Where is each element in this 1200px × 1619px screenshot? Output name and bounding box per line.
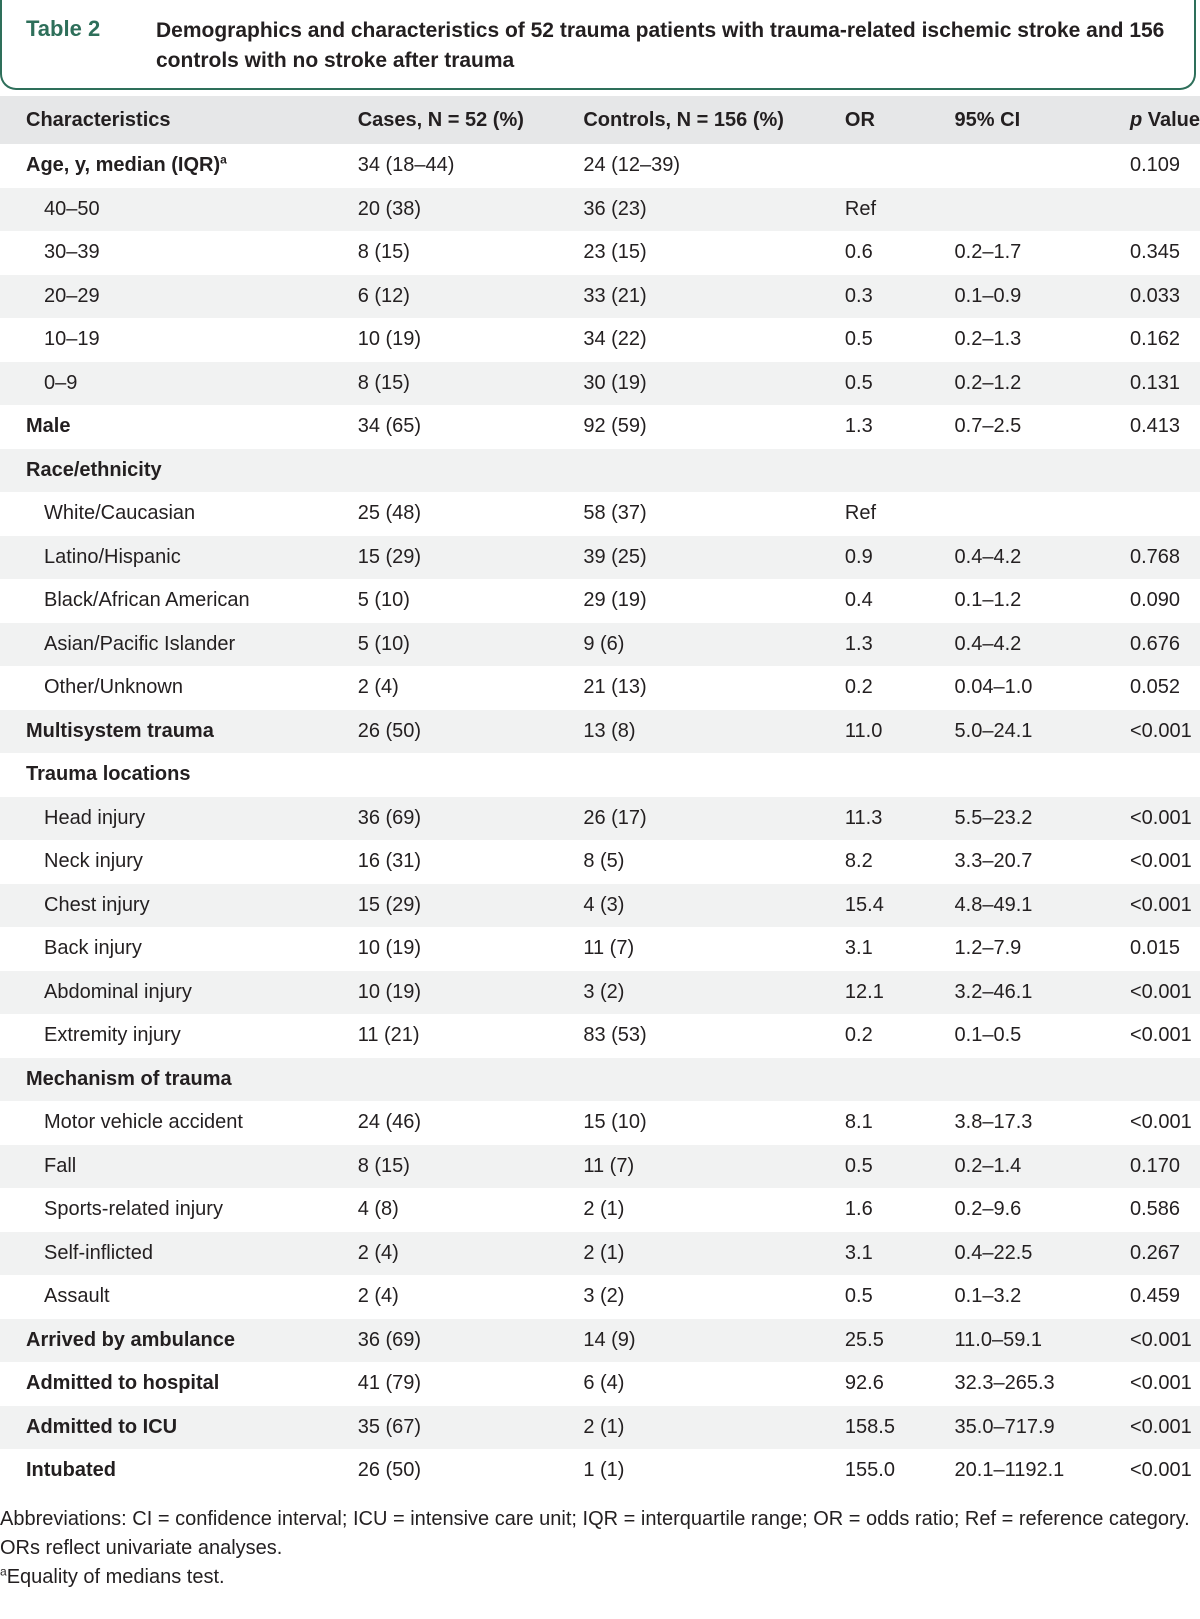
cell-characteristic [0, 1275, 358, 1319]
characteristic-label: Chest injury [44, 893, 150, 916]
cell-controls: 11 (7) [583, 1145, 845, 1189]
cell-controls: 8 (5) [583, 840, 845, 884]
cell-p-value: 0.170 [1130, 1145, 1200, 1189]
cell-cases: 11 (21) [358, 1014, 584, 1058]
cell-controls: 34 (22) [583, 318, 845, 362]
cell-or: 8.2 [845, 840, 955, 884]
footnote-marker: a [220, 152, 227, 167]
characteristic-label: Self-inflicted [44, 1241, 153, 1264]
cell-or: 155.0 [845, 1449, 955, 1493]
cell-p-value: 0.459 [1130, 1275, 1200, 1319]
cell-cases: 8 (15) [358, 362, 584, 406]
cell-ci: 20.1–1192.1 [955, 1449, 1130, 1493]
cell-cases: 35 (67) [358, 1406, 584, 1450]
cell-controls: 26 (17) [583, 797, 845, 841]
table-caption [0, 0, 1196, 90]
footnote-a-text: Equality of medians test. [6, 1566, 225, 1588]
cell-or: 0.4 [845, 579, 955, 623]
table-row [0, 362, 1200, 406]
cell-controls [583, 1058, 845, 1102]
cell-cases [358, 449, 584, 493]
cell-ci: 0.1–3.2 [955, 1275, 1130, 1319]
table-row [0, 188, 1200, 232]
footnote-abbreviations: Abbreviations: CI = confidence interval; ICU = intensive care unit; IQR = interquartile range; OR = odds ratio; Ref = reference category. [0, 1508, 1190, 1530]
cell-or: 0.9 [845, 536, 955, 580]
cell-characteristic [0, 1449, 358, 1493]
cell-ci: 11.0–59.1 [955, 1319, 1130, 1363]
table-row [0, 536, 1200, 580]
cell-controls: 30 (19) [583, 362, 845, 406]
characteristic-label: Fall [44, 1154, 77, 1177]
cell-characteristic [0, 1319, 358, 1363]
cell-controls: 39 (25) [583, 536, 845, 580]
cell-p-value: <0.001 [1130, 1406, 1200, 1450]
characteristic-label: Age, y, median (IQR) [26, 154, 221, 177]
cell-p-value: 0.586 [1130, 1188, 1200, 1232]
cell-cases [358, 753, 584, 797]
table-row [0, 1275, 1200, 1319]
cell-p-value [1130, 188, 1200, 232]
footnote-a-mark: a [0, 1564, 7, 1579]
cell-or: 11.3 [845, 797, 955, 841]
cell-cases: 15 (29) [358, 884, 584, 928]
cell-controls: 13 (8) [583, 710, 845, 754]
cell-p-value: <0.001 [1130, 840, 1200, 884]
cell-cases [358, 1058, 584, 1102]
cell-ci: 3.3–20.7 [955, 840, 1130, 884]
characteristic-label: Motor vehicle accident [44, 1111, 243, 1134]
table-row [0, 1101, 1200, 1145]
cell-characteristic [0, 1362, 358, 1406]
cell-controls: 33 (21) [583, 275, 845, 319]
cell-controls: 3 (2) [583, 971, 845, 1015]
characteristic-label: 40–50 [44, 197, 100, 220]
cell-p-value: 0.413 [1130, 405, 1200, 449]
characteristic-label: Admitted to hospital [26, 1372, 220, 1395]
cell-cases: 25 (48) [358, 492, 584, 536]
cell-or [845, 753, 955, 797]
cell-controls: 14 (9) [583, 1319, 845, 1363]
header-row [0, 96, 1200, 144]
cell-cases: 26 (50) [358, 710, 584, 754]
characteristic-label: Neck injury [44, 850, 143, 873]
cell-or: 12.1 [845, 971, 955, 1015]
cell-ci [955, 1058, 1130, 1102]
cell-ci [955, 188, 1130, 232]
table-row [0, 1058, 1200, 1102]
cell-cases: 6 (12) [358, 275, 584, 319]
cell-controls: 58 (37) [583, 492, 845, 536]
cell-characteristic [0, 797, 358, 841]
table-row [0, 318, 1200, 362]
characteristic-label: White/Caucasian [44, 502, 196, 525]
cell-characteristic [0, 1145, 358, 1189]
cell-ci [955, 449, 1130, 493]
cell-ci: 5.5–23.2 [955, 797, 1130, 841]
cell-or: 3.1 [845, 927, 955, 971]
cell-characteristic [0, 666, 358, 710]
cell-characteristic [0, 623, 358, 667]
table-row [0, 1319, 1200, 1363]
header-p-italic: p [1129, 108, 1143, 131]
cell-p-value: 0.676 [1130, 623, 1200, 667]
characteristic-label: Admitted to ICU [26, 1415, 178, 1438]
cell-ci: 0.4–22.5 [955, 1232, 1130, 1276]
cell-characteristic [0, 318, 358, 362]
cell-cases: 15 (29) [358, 536, 584, 580]
cell-ci: 0.2–1.3 [955, 318, 1130, 362]
cell-p-value: <0.001 [1130, 1014, 1200, 1058]
cell-characteristic [0, 1101, 358, 1145]
cell-controls: 2 (1) [583, 1406, 845, 1450]
cell-characteristic [0, 275, 358, 319]
cell-or: 1.3 [845, 623, 955, 667]
cell-p-value: <0.001 [1130, 1362, 1200, 1406]
cell-or: 11.0 [845, 710, 955, 754]
cell-cases: 36 (69) [358, 1319, 584, 1363]
table-row [0, 623, 1200, 667]
cell-ci: 0.7–2.5 [955, 405, 1130, 449]
cell-p-value: <0.001 [1130, 1101, 1200, 1145]
cell-cases: 34 (18–44) [358, 144, 584, 188]
cell-or: 0.2 [845, 1014, 955, 1058]
cell-cases: 2 (4) [358, 666, 584, 710]
cell-controls: 29 (19) [583, 579, 845, 623]
cell-p-value: 0.109 [1130, 144, 1200, 188]
characteristic-label: Arrived by ambulance [26, 1328, 235, 1351]
table-row [0, 1188, 1200, 1232]
characteristic-label: 0–9 [44, 371, 78, 394]
characteristic-label: Other/Unknown [44, 676, 183, 699]
cell-p-value: 0.768 [1130, 536, 1200, 580]
header-p-value [1130, 96, 1200, 144]
characteristic-label: Trauma locations [26, 763, 191, 786]
cell-characteristic [0, 579, 358, 623]
table-title: Demographics and characteristics of 52 trauma patients with trauma-related ischemic stroke and 156 controls with no stroke after trauma [156, 19, 1165, 72]
cell-cases: 8 (15) [358, 231, 584, 275]
table-row [0, 666, 1200, 710]
cell-or: 1.3 [845, 405, 955, 449]
characteristic-label: Extremity injury [44, 1024, 181, 1047]
header-ci: 95% CI [955, 96, 1130, 144]
cell-p-value: 0.131 [1130, 362, 1200, 406]
cell-controls: 4 (3) [583, 884, 845, 928]
cell-p-value: <0.001 [1130, 884, 1200, 928]
cell-controls: 9 (6) [583, 623, 845, 667]
table-row [0, 144, 1200, 188]
cell-ci: 5.0–24.1 [955, 710, 1130, 754]
cell-controls: 23 (15) [583, 231, 845, 275]
characteristic-label: Intubated [26, 1459, 116, 1482]
cell-characteristic [0, 840, 358, 884]
cell-characteristic [0, 536, 358, 580]
cell-ci [955, 144, 1130, 188]
header-cases: Cases, N = 52 (%) [358, 96, 584, 144]
table-row [0, 449, 1200, 493]
characteristic-label: 10–19 [44, 328, 100, 351]
cell-controls: 1 (1) [583, 1449, 845, 1493]
cell-p-value: <0.001 [1130, 1319, 1200, 1363]
cell-ci: 0.2–1.2 [955, 362, 1130, 406]
characteristic-label: Back injury [44, 937, 142, 960]
cell-p-value: <0.001 [1130, 710, 1200, 754]
cell-characteristic [0, 449, 358, 493]
cell-or [845, 1058, 955, 1102]
characteristic-label: 20–29 [44, 284, 100, 307]
cell-or: 3.1 [845, 1232, 955, 1276]
demographics-table [0, 96, 1200, 1493]
cell-or: 8.1 [845, 1101, 955, 1145]
cell-p-value [1130, 753, 1200, 797]
cell-ci: 0.2–1.4 [955, 1145, 1130, 1189]
cell-cases: 4 (8) [358, 1188, 584, 1232]
table-row [0, 797, 1200, 841]
cell-ci: 0.1–1.2 [955, 579, 1130, 623]
cell-or: 0.5 [845, 318, 955, 362]
cell-ci: 0.1–0.5 [955, 1014, 1130, 1058]
table-row [0, 710, 1200, 754]
cell-controls [583, 449, 845, 493]
cell-or: 25.5 [845, 1319, 955, 1363]
cell-controls: 2 (1) [583, 1188, 845, 1232]
cell-ci: 0.4–4.2 [955, 623, 1130, 667]
characteristic-label: Mechanism of trauma [26, 1067, 232, 1090]
cell-or: 0.6 [845, 231, 955, 275]
cell-controls: 3 (2) [583, 1275, 845, 1319]
cell-or: 158.5 [845, 1406, 955, 1450]
table-row [0, 971, 1200, 1015]
cell-ci: 0.1–0.9 [955, 275, 1130, 319]
cell-characteristic [0, 1058, 358, 1102]
table-row [0, 579, 1200, 623]
cell-ci: 3.2–46.1 [955, 971, 1130, 1015]
table-row [0, 275, 1200, 319]
cell-ci: 1.2–7.9 [955, 927, 1130, 971]
cell-cases: 2 (4) [358, 1232, 584, 1276]
table-row [0, 1232, 1200, 1276]
table-header [0, 96, 1200, 144]
cell-characteristic [0, 927, 358, 971]
cell-ci [955, 492, 1130, 536]
footnote-a [0, 1563, 1198, 1592]
cell-cases: 36 (69) [358, 797, 584, 841]
header-characteristics: Characteristics [0, 96, 358, 144]
cell-characteristic [0, 144, 358, 188]
characteristic-label: Black/African American [44, 589, 250, 612]
cell-p-value: 0.033 [1130, 275, 1200, 319]
cell-p-value [1130, 492, 1200, 536]
table-row [0, 1014, 1200, 1058]
cell-characteristic [0, 405, 358, 449]
cell-p-value: 0.267 [1130, 1232, 1200, 1276]
cell-or: 0.5 [845, 1275, 955, 1319]
cell-characteristic [0, 753, 358, 797]
cell-ci: 3.8–17.3 [955, 1101, 1130, 1145]
cell-controls: 2 (1) [583, 1232, 845, 1276]
table-row [0, 884, 1200, 928]
cell-controls: 36 (23) [583, 188, 845, 232]
cell-cases: 16 (31) [358, 840, 584, 884]
cell-cases: 2 (4) [358, 1275, 584, 1319]
cell-characteristic [0, 971, 358, 1015]
characteristic-label: Sports-related injury [44, 1198, 223, 1221]
table-row [0, 753, 1200, 797]
cell-controls [583, 753, 845, 797]
characteristic-label: Male [26, 415, 71, 438]
cell-or: 0.2 [845, 666, 955, 710]
table-row [0, 840, 1200, 884]
cell-cases: 10 (19) [358, 971, 584, 1015]
cell-p-value: 0.090 [1130, 579, 1200, 623]
characteristic-label: Head injury [44, 806, 146, 829]
characteristic-label: Assault [44, 1285, 110, 1308]
cell-cases: 5 (10) [358, 579, 584, 623]
cell-characteristic [0, 188, 358, 232]
table-row [0, 1145, 1200, 1189]
cell-p-value: 0.052 [1130, 666, 1200, 710]
cell-characteristic [0, 492, 358, 536]
cell-or: 0.5 [845, 362, 955, 406]
table-row [0, 927, 1200, 971]
cell-p-value: <0.001 [1130, 971, 1200, 1015]
cell-characteristic [0, 362, 358, 406]
characteristic-label: Latino/Hispanic [44, 545, 181, 568]
cell-controls: 92 (59) [583, 405, 845, 449]
table-row [0, 492, 1200, 536]
table-row [0, 231, 1200, 275]
footnote-ors: ORs reflect univariate analyses. [0, 1537, 283, 1559]
cell-or [845, 144, 955, 188]
cell-controls: 83 (53) [583, 1014, 845, 1058]
table-body [0, 144, 1200, 1493]
characteristic-label: Race/ethnicity [26, 458, 162, 481]
cell-controls: 15 (10) [583, 1101, 845, 1145]
cell-cases: 41 (79) [358, 1362, 584, 1406]
cell-controls: 6 (4) [583, 1362, 845, 1406]
table-row [0, 1449, 1200, 1493]
cell-ci: 0.04–1.0 [955, 666, 1130, 710]
cell-characteristic [0, 710, 358, 754]
cell-p-value: 0.345 [1130, 231, 1200, 275]
cell-controls: 11 (7) [583, 927, 845, 971]
cell-p-value [1130, 449, 1200, 493]
cell-or: 92.6 [845, 1362, 955, 1406]
cell-p-value: <0.001 [1130, 797, 1200, 841]
header-controls: Controls, N = 156 (%) [583, 96, 845, 144]
cell-or: Ref [845, 492, 955, 536]
table-footnotes [0, 1505, 1198, 1592]
cell-p-value: <0.001 [1130, 1449, 1200, 1493]
cell-cases: 5 (10) [358, 623, 584, 667]
cell-cases: 26 (50) [358, 1449, 584, 1493]
cell-characteristic [0, 884, 358, 928]
characteristic-label: Multisystem trauma [26, 719, 214, 742]
cell-cases: 24 (46) [358, 1101, 584, 1145]
cell-characteristic [0, 1232, 358, 1276]
cell-characteristic [0, 1014, 358, 1058]
table-row [0, 405, 1200, 449]
characteristic-label: Abdominal injury [44, 980, 192, 1003]
cell-or: 0.5 [845, 1145, 955, 1189]
cell-ci: 0.2–9.6 [955, 1188, 1130, 1232]
table-row [0, 1362, 1200, 1406]
cell-controls: 21 (13) [583, 666, 845, 710]
cell-p-value: 0.162 [1130, 318, 1200, 362]
cell-cases: 10 (19) [358, 927, 584, 971]
header-p-rest: Value [1142, 108, 1200, 131]
cell-ci: 32.3–265.3 [955, 1362, 1130, 1406]
characteristic-label: Asian/Pacific Islander [44, 632, 236, 655]
table-row [0, 1406, 1200, 1450]
header-or: OR [845, 96, 955, 144]
cell-p-value: 0.015 [1130, 927, 1200, 971]
cell-or: 0.3 [845, 275, 955, 319]
cell-or: 15.4 [845, 884, 955, 928]
cell-cases: 34 (65) [358, 405, 584, 449]
cell-controls: 24 (12–39) [583, 144, 845, 188]
cell-ci: 0.4–4.2 [955, 536, 1130, 580]
cell-cases: 8 (15) [358, 1145, 584, 1189]
characteristic-label: 30–39 [44, 241, 100, 264]
cell-ci: 35.0–717.9 [955, 1406, 1130, 1450]
cell-characteristic [0, 231, 358, 275]
cell-characteristic [0, 1406, 358, 1450]
cell-or [845, 449, 955, 493]
cell-ci: 0.2–1.7 [955, 231, 1130, 275]
cell-ci: 4.8–49.1 [955, 884, 1130, 928]
table-label: Table 2 [26, 16, 101, 41]
cell-cases: 20 (38) [358, 188, 584, 232]
cell-cases: 10 (19) [358, 318, 584, 362]
cell-ci [955, 753, 1130, 797]
cell-or: 1.6 [845, 1188, 955, 1232]
cell-characteristic [0, 1188, 358, 1232]
cell-or: Ref [845, 188, 955, 232]
cell-p-value [1130, 1058, 1200, 1102]
